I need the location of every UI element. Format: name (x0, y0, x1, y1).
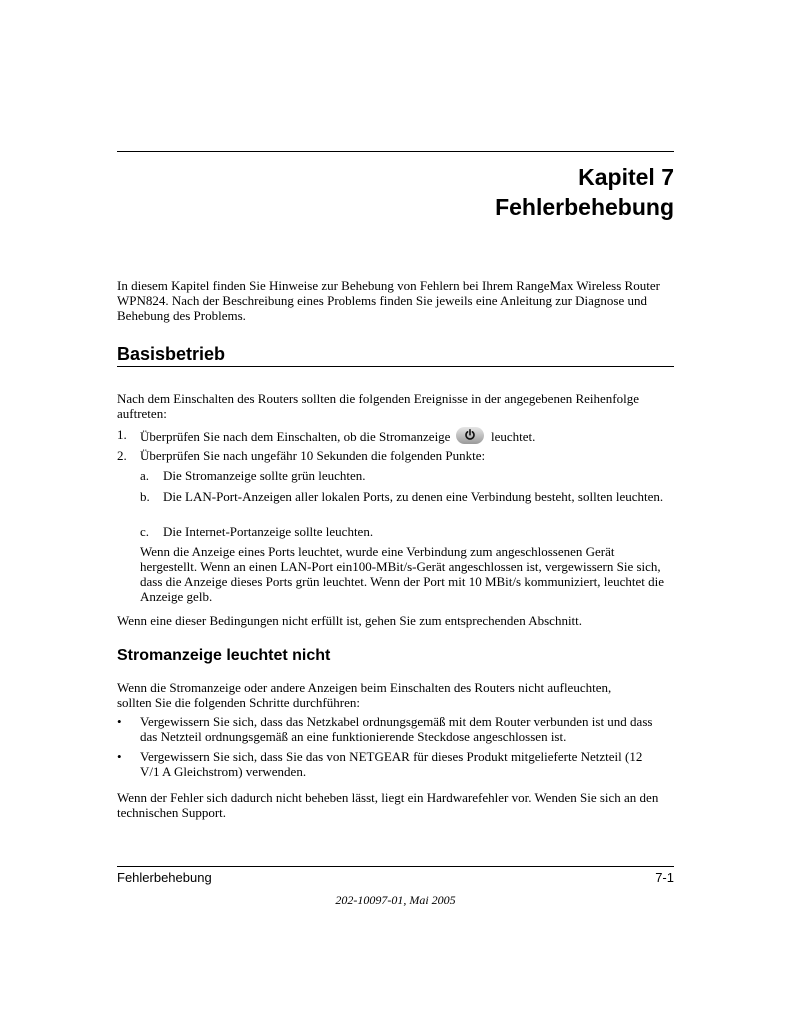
basis-lead-paragraph: Nach dem Einschalten des Routers sollten die folgenden Ereignisse in der angegebenen Reihenfolge auftreten: (117, 391, 639, 421)
substep-marker: c. (140, 524, 150, 539)
step-marker: 1. (117, 427, 127, 442)
step-marker: 2. (117, 448, 127, 463)
step-1-text: Überprüfen Sie nach dem Einschalten, ob die Stromanzeige (140, 429, 451, 444)
step-1 (140, 427, 674, 444)
top-rule (117, 151, 674, 152)
footer-doc-id: 202-10097-01, Mai 2005 (335, 893, 456, 907)
substep-b-text: Die LAN-Port-Anzeigen aller lokalen Ports, zu denen eine Verbindung besteht, sollten leuchten. (163, 489, 664, 504)
chapter-number: Kapitel 7 (578, 164, 674, 190)
substep-a-text: Die Stromanzeige sollte grün leuchten. (163, 468, 366, 483)
section-heading-basisbetrieb: Basisbetrieb (117, 344, 226, 364)
section-rule (117, 366, 674, 367)
bullet-item-2: Vergewissern Sie sich, dass Sie das von NETGEAR für dieses Produkt mitgelieferte Netzteil (12 V/1 A Gleichstrom) verwenden. (140, 749, 643, 779)
footer-page-number: 7-1 (655, 870, 674, 885)
bullet-marker: • (117, 749, 122, 764)
intro-paragraph: In diesem Kapitel finden Sie Hinweise zur Behebung von Fehlern bei Ihrem RangeMax Wireless Router WPN824. Nach der Beschreibung eines Problems finden Sie jeweils eine Anleitung zur Diagnose und Behebung des Problems. (117, 278, 660, 323)
power-icon (456, 427, 484, 444)
bullet-item-1: Vergewissern Sie sich, dass das Netzkabel ordnungsgemäß mit dem Router verbunden ist und dass das Netzteil ordnungsgemäß an eine funktionierende Steckdose angeschlossen ist. (140, 714, 653, 744)
footer-section-name: Fehlerbehebung (117, 870, 212, 885)
bullet-marker: • (117, 714, 122, 729)
step-2-text: Überprüfen Sie nach ungefähr 10 Sekunden die folgenden Punkte: (140, 448, 486, 463)
chapter-title: Fehlerbehebung (495, 194, 674, 220)
substep-c-text: Die Internet-Portanzeige sollte leuchten. (163, 524, 374, 539)
power-closing-paragraph: Wenn der Fehler sich dadurch nicht beheben lässt, liegt ein Hardwarefehler vor. Wenden Sie sich an den technischen Support. (117, 790, 659, 820)
section-heading-stromanzeige: Stromanzeige leuchtet nicht (117, 647, 331, 664)
step-1-text-after: leuchtet. (490, 429, 536, 444)
footer-rule (117, 866, 674, 867)
port-note-paragraph: Wenn die Anzeige eines Ports leuchtet, wurde eine Verbindung zum angeschlossenen Gerät hergestellt. Wenn an einen LAN-Port ein100-MBit/s-Gerät angeschlossen ist, vergewissern Sie sich, dass die Anzeige dieses Ports grün leuchtet. Wenn der Port mit 10 MBit/s kommuniziert, leuchtet die Anzeige gelb. (140, 544, 665, 604)
substep-marker: b. (140, 489, 150, 504)
power-lead-paragraph: Wenn die Stromanzeige oder andere Anzeigen beim Einschalten des Routers nicht aufleuchten, sollten Sie die folgenden Schritte durchführen: (117, 680, 612, 710)
basis-closing-paragraph: Wenn eine dieser Bedingungen nicht erfüllt ist, gehen Sie zum entsprechenden Abschnitt. (117, 613, 583, 628)
substep-marker: a. (140, 468, 150, 483)
